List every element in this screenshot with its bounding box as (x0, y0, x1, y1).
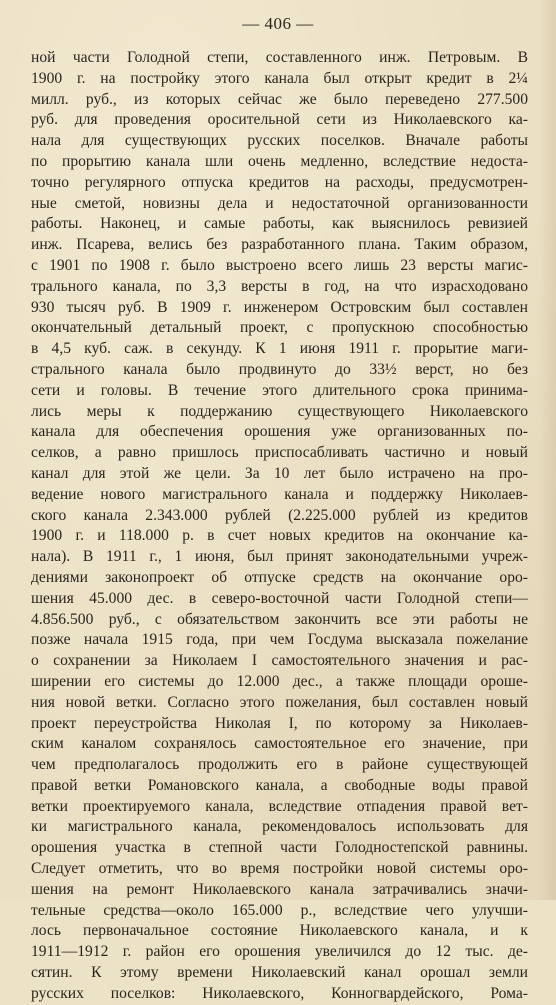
text-line: Следует отметить, что во время постройки новой системы оро- (31, 860, 528, 878)
text-line: орошения участка в степной части Голодностепской равнины. (31, 839, 528, 857)
text-line: тельные средства—около 165.000 р., вследствие чего улучши- (31, 901, 528, 919)
page-number: — 406 — (242, 14, 314, 33)
page-fold-shadow (538, 0, 556, 900)
text-line: ные сметой, новизны дела и недостаточной организованности (31, 194, 528, 212)
text-line: о сохранении за Николаем I самостоятельного значения и рас- (31, 652, 528, 670)
text-line: ским каналом сохранялось самостоятельное его значение, при (31, 735, 528, 753)
text-line: шения 45.000 дес. в северо-восточной части Голодной степи— (31, 589, 528, 607)
text-line: в 4,5 куб. саж. в секунду. К 1 июня 1911 г. прорытие маги- (31, 340, 528, 358)
text-line: ния новой ветки. Согласно этого пожелания, был составлен новый (31, 693, 528, 711)
text-line: нала для существующих русских поселков. Вначале работы (31, 132, 528, 150)
text-line: 930 тысяч руб. В 1909 г. инженером Островским был составлен (31, 298, 528, 316)
text-line: по прорытию канала шли очень медленно, вследствие недоста- (31, 152, 528, 170)
text-line: 1900 г. и 118.000 р. в счет новых кредитов на окончание ка- (31, 527, 528, 545)
text-line: инж. Псарева, велись без разработанного плана. Таким образом, (31, 236, 528, 254)
text-line: трального канала, по 3,3 версты в год, на что израсходовано (31, 277, 528, 295)
text-line: ной части Голодной степи, составленного инж. Петровым. В (31, 49, 528, 66)
text-line: ширении его системы до 12.000 дес., а также площади ороше- (31, 672, 528, 690)
text-line: позже начала 1915 года, при чем Госдума высказала пожелание (31, 631, 528, 649)
body-text (31, 48, 528, 1005)
text-line: проект переустройства Николая I, по которому за Николаев- (31, 714, 528, 732)
text-line: милл. руб., из которых сейчас же было переведено 277.500 (31, 90, 528, 108)
text-line: с 1901 по 1908 г. было выстроено всего лишь 23 версты магис- (31, 256, 528, 274)
text-line: русских поселков: Николаевского, Конногвардейского, Рома- (31, 984, 528, 1002)
text-line: канала для обеспечения орошения уже организованных по- (31, 423, 528, 441)
text-line: селков, а равно пришлось приспосабливать частично и новый (31, 444, 528, 462)
text-line: шения на ремонт Николаевского канала затрачивались значи- (31, 880, 528, 898)
text-line: нала). В 1911 г., 1 июня, был принят законодательными учреж- (31, 548, 528, 566)
text-line: ки магистрального канала, рекомендовалось использовать для (31, 818, 528, 836)
text-line: чем предполагалось продолжить его в районе существующей (31, 756, 528, 774)
text-line: канал для этой же цели. За 10 лет было истрачено на про- (31, 464, 528, 482)
text-line: правой ветки Романовского канала, а свободные воды правой (31, 776, 528, 794)
text-line: ского канала 2.343.000 рублей (2.225.000 рублей из кредитов (31, 506, 528, 524)
text-line: руб. для проведения оросительной сети из Николаевского ка- (31, 111, 528, 129)
text-line: лись меры к поддержанию существующего Николаевского (31, 402, 528, 420)
text-line: стрального канала было продвинуто до 33½ верст, но без (31, 360, 528, 378)
text-line: ведение нового магистрального канала и поддержку Николаев- (31, 485, 528, 503)
text-line: сети и головы. В течение этого длительного срока принима- (31, 381, 528, 399)
text-line: 1900 г. на постройку этого канала был открыт кредит в 2¼ (31, 69, 528, 87)
text-line: работы. Наконец, и самые работы, как выяснилось ревизией (31, 215, 528, 233)
text-line: сятин. К этому времени Николаевский канал орошал земли (31, 964, 528, 982)
text-line: окончательный детальный проект, с пропускною способностью (31, 319, 528, 337)
text-line: 4.856.500 руб., с обязательством закончить все эти работы не (31, 610, 528, 628)
text-line: дениями законопроект об отпуске средств на окончание оро- (31, 568, 528, 586)
text-line: ветки проектируемого канала, вследствие отпадения правой вет- (31, 797, 528, 815)
text-line: точно регулярного отпуска кредитов на расходы, предусмотрен- (31, 173, 528, 191)
text-line: лось первоначальное состояние Николаевского канала, и к (31, 922, 528, 940)
text-line: 1911—1912 г. район его орошения увеличился до 12 тыс. де- (31, 943, 528, 961)
